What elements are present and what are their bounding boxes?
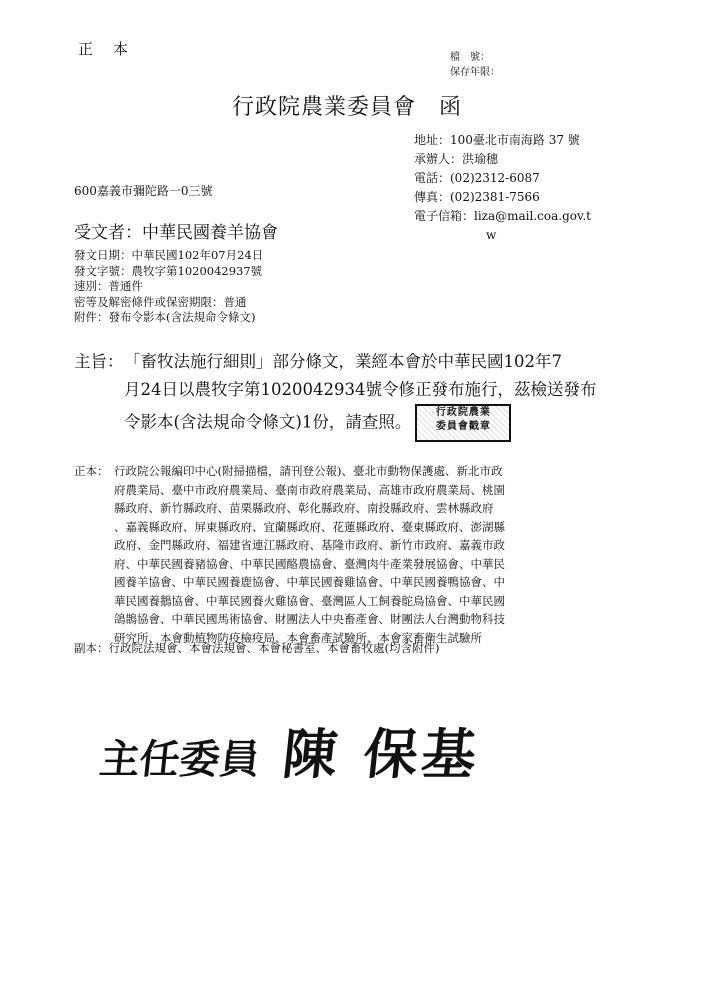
distribution-line: 研究所、本會動植物防疫檢疫局、本會畜產試驗所、本會家畜衛生試驗所 — [114, 630, 482, 645]
distribution-line: 政府、金門縣政府、福建省連江縣政府、基隆市政府、新竹市政府、嘉義市政 — [114, 538, 505, 552]
handler-name: 承辦人：洪瑜穗 — [414, 152, 499, 166]
subject-block — [74, 348, 634, 442]
retention-period-label: 保存年限： — [450, 67, 500, 78]
subject-label: 主旨： — [74, 352, 124, 371]
phone-number: 電話：(02)2312-6087 — [414, 171, 540, 185]
subject-line: 「畜牧法施行細則」部分條文，業經本會於中華民國102年7 — [124, 352, 562, 371]
signature-name: 陳 保基 — [279, 722, 484, 786]
distribution-line: 鴿鵲協會、中華民國馬術協會、財團法人中央畜產會、財團法人台灣動物科技 — [114, 612, 505, 626]
distribution-line: 行政院公報編印中心(附掃描檔，請刊登公報)、臺北市動物保護處、新北市政 — [114, 464, 503, 478]
distribution-line: 華民國養鵝協會、中華民國養火雞協會、臺灣區人工飼養鴕鳥協會、中華民國 — [114, 593, 505, 608]
email-address: 電子信箱：liza@mail.coa.gov.t — [414, 209, 591, 223]
file-number-label: 檔 號： — [450, 52, 490, 63]
distribution-list — [74, 462, 644, 647]
email-address-continued: w — [486, 228, 497, 242]
subject-line-text: 令影本(含法規命令條文)1份，請查照。 — [124, 412, 412, 432]
attachment-line: 附件：發布令影本(含法規命令條文) — [74, 310, 256, 324]
distribution-label: 正本： — [74, 464, 109, 478]
subject-line-last — [74, 404, 634, 442]
document-metadata — [74, 248, 263, 326]
recipient-line: 受文者：中華民國養羊協會 — [74, 223, 278, 243]
copy-recipients-line: 副本：行政院法規會、本會法規會、本會秘書室、本會畜牧處(均含附件) — [74, 641, 440, 655]
distribution-line: 國養羊協會、中華民國養鹿協會、中華民國養雞協會、中華民國養鴨協會、中 — [114, 575, 505, 589]
distribution-line: 府、中華民國養豬協會、中華民國酪農協會、臺灣肉牛產業發展協會、中華民 — [114, 556, 505, 571]
copy-type-label: 正本 — [78, 40, 149, 58]
sender-contact-block — [414, 131, 591, 245]
sender-address: 地址：100臺北市南海路 37 號 — [414, 133, 580, 147]
distribution-line: 、嘉義縣政府、屏東縣政府、宜蘭縣政府、花蓮縣政府、臺東縣政府、澎湖縣 — [114, 519, 505, 534]
confidentiality-level: 密等及解密條件或保密期限：普通 — [74, 294, 247, 309]
distribution-line: 府農業局、臺中市政府農業局、臺南市政府農業局、高雄市政府農業局、桃園 — [114, 482, 505, 497]
signature — [95, 712, 484, 802]
fax-number: 傳真：(02)2381-7566 — [414, 190, 540, 204]
issue-date: 發文日期：中華民國102年07月24日 — [74, 248, 264, 262]
file-number-block — [450, 50, 500, 80]
speed-class: 速別：普通件 — [74, 279, 143, 293]
issue-number: 發文字號：農牧字第1020042937號 — [74, 263, 263, 278]
official-seal-stamp: 行政院農業 委員會戳章 — [415, 404, 511, 442]
signature-title: 主任委員 — [97, 736, 263, 783]
subject-line: 月24日以農牧字第1020042934號令修正發布施行，茲檢送發布 — [124, 380, 597, 399]
distribution-line: 縣政府、新竹縣政府、苗栗縣政府、彰化縣政府、南投縣政府、雲林縣政府 — [114, 501, 494, 515]
recipient-address: 600嘉義市彌陀路一0三號 — [74, 184, 213, 198]
document-title: 行政院農業委員會 函 — [232, 95, 463, 120]
